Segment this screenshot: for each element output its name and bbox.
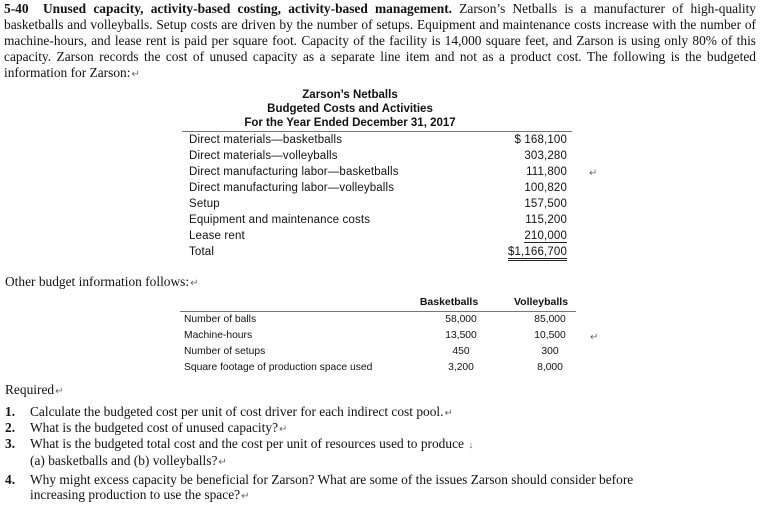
budget-row [189, 166, 574, 182]
activity-basketballs-value: 450 [452, 346, 470, 357]
budget-row [189, 214, 574, 230]
other-info-text: Other budget information follows: [5, 274, 190, 289]
activity-row [184, 314, 584, 330]
question-text-continued: (a) basketballs and (b) volleyballs? [30, 452, 218, 468]
budget-row-value: 303,280 [524, 150, 567, 162]
budget-row [189, 182, 574, 198]
activity-volleyballs-value: 10,500 [534, 330, 566, 341]
budget-table-period: For the Year Ended December 31, 2017 [244, 117, 456, 129]
paragraph-mark-icon: ↵ [590, 332, 599, 343]
budget-total-row [189, 246, 574, 262]
paragraph-mark-icon: ↵ [55, 386, 64, 397]
activity-row [184, 330, 584, 346]
activity-volleyballs-value: 85,000 [534, 314, 566, 325]
paragraph-mark-icon: ↵ [131, 69, 140, 80]
other-info-line [5, 274, 198, 290]
budget-row-label: Setup [189, 198, 220, 210]
budget-row [189, 198, 574, 214]
problem-number: 5-40 [4, 1, 29, 16]
paragraph-mark-icon: ↵ [444, 408, 453, 419]
activity-basketballs-value: 3,200 [448, 362, 474, 373]
activity-row [184, 346, 584, 362]
activity-row-label: Number of setups [184, 346, 266, 357]
question-text: Why might excess capacity be beneficial for Zarson? What are some of the issues Zarson should consider before [30, 472, 634, 487]
budget-total-value: $1,166,700 [508, 246, 567, 261]
budget-row [189, 230, 574, 246]
budget-table-rule [182, 131, 572, 132]
problem-title: Unused capacity, activity-based costing, activity-based management. [42, 1, 452, 16]
activity-header-basketballs: Basketballs [419, 296, 479, 308]
budget-row-label: Direct manufacturing labor—volleyballs [189, 182, 395, 194]
question-text: Calculate the budgeted cost per unit of cost driver for each indirect cost pool. [30, 404, 444, 419]
budget-table-subtitle: Budgeted Costs and Activities [267, 103, 433, 115]
budget-row-label: Equipment and maintenance costs [189, 214, 371, 226]
budget-row-label: Direct materials—basketballs [189, 134, 343, 146]
activity-basketballs-value: 13,500 [445, 330, 477, 341]
budget-row-value: 157,500 [524, 198, 567, 210]
budget-row-label: Direct materials—volleyballs [189, 150, 338, 162]
required-heading [5, 382, 63, 400]
activity-table-rule [180, 311, 576, 312]
activity-row-label: Machine-hours [184, 330, 253, 341]
activity-volleyballs-value: 8,000 [537, 362, 563, 373]
budget-table-heading [200, 88, 500, 130]
budget-row-label: Direct manufacturing labor—basketballs [189, 166, 399, 178]
budget-row-value: 111,800 [526, 166, 567, 178]
budget-row-value: 210,000 [524, 230, 567, 242]
budget-row-value: 100,820 [524, 182, 567, 194]
problem-intro-text: Zarson’s Netballs is a manufacturer of high-quality basketballs and volleyballs. Setup costs are driven by the number of setups. Equipment and maintenance costs increase with the number of machine-hours, and lease rent is paid per square foot. Capacity of the facility is 14,000 square feet, and Zarson is using only 80% of this capacity. Zarson records the cost of unused capacity as a separate line item and not as a product cost. The following is the budgeted information for Zarson: [4, 1, 756, 80]
budget-row-value: 115,200 [525, 214, 567, 226]
question-number: 2. [5, 420, 16, 435]
budget-row-value: $ 168,100 [514, 134, 567, 146]
budget-row-label: Total [189, 246, 215, 258]
question-number: 3. [5, 436, 16, 451]
activity-row-label: Number of balls [184, 314, 257, 325]
budget-row-label: Lease rent [189, 230, 245, 242]
line-break-arrow-icon: ↓ [468, 440, 474, 451]
budget-row [189, 134, 574, 150]
question-number: 4. [5, 472, 16, 487]
required-label: Required [5, 382, 55, 397]
budget-row [189, 150, 574, 166]
activity-header-volleyballs: Volleyballs [513, 296, 569, 308]
paragraph-mark-icon: ↵ [589, 168, 598, 179]
activity-row [184, 362, 584, 378]
paragraph-mark-icon: ↵ [279, 424, 288, 435]
question-number: 1. [5, 404, 16, 419]
problem-intro [4, 1, 756, 83]
activity-basketballs-value: 58,000 [445, 314, 477, 325]
budget-table-company: Zarson’s Netballs [302, 89, 398, 101]
question-text-continued: increasing production to use the space? [30, 486, 241, 502]
paragraph-mark-icon: ↵ [241, 490, 250, 502]
activity-volleyballs-value: 300 [541, 346, 559, 357]
paragraph-mark-icon: ↵ [218, 456, 227, 468]
paragraph-mark-icon: ↵ [190, 278, 199, 289]
question-text: What is the budgeted total cost and the cost per unit of resources used to produce [30, 436, 464, 451]
activity-row-label: Square footage of production space used [184, 362, 373, 373]
question-text: What is the budgeted cost of unused capacity? [30, 420, 279, 435]
